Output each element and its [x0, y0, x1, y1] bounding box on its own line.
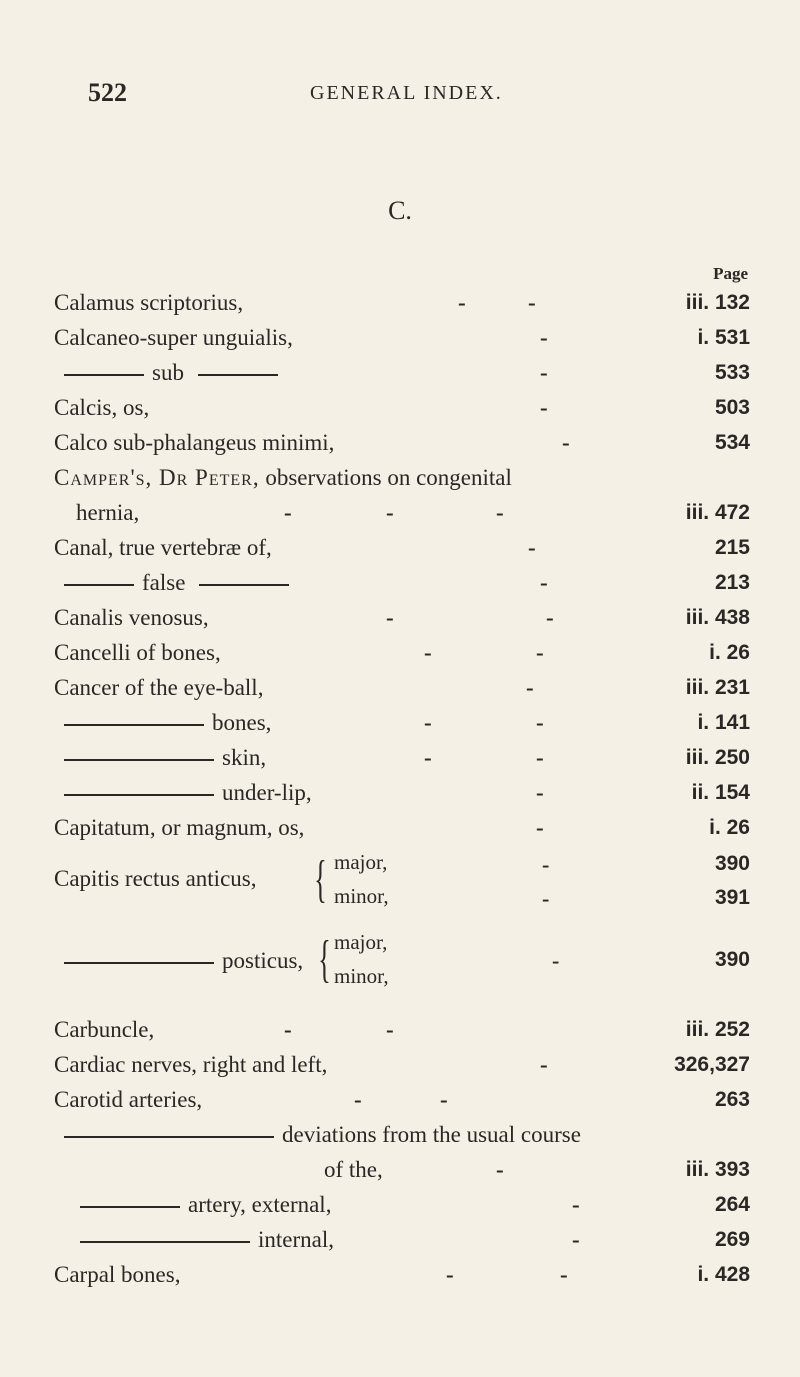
index-entry: Calcaneo-super unguialis, - i. 531: [54, 325, 750, 350]
index-entry: Cardiac nerves, right and left, - 326,327: [54, 1052, 750, 1077]
index-entry: deviations from the usual course: [54, 1117, 750, 1153]
index-entry: Camper's, Dr Peter, observations on congenital: [54, 465, 512, 490]
index-entry: under-lip, - ii. 154: [54, 775, 750, 811]
index-entry: hernia, - - - iii. 472: [76, 500, 750, 525]
index-entry: Cancer of the eye-ball, - iii. 231: [54, 675, 750, 700]
page-number: 522: [88, 78, 127, 107]
capitis-entry: Capitis rectus anticus, { major, minor, - - 390 391: [54, 850, 750, 911]
index-entry: sub - 533: [54, 355, 750, 391]
index-entry: Carotid arteries, - - 263: [54, 1087, 750, 1112]
index-entry: skin, - - iii. 250: [54, 740, 750, 776]
index-entry: Capitatum, or magnum, os, - i. 26: [54, 815, 750, 840]
section-letter: C.: [388, 196, 412, 225]
index-entry: Calcis, os, - 503: [54, 395, 750, 420]
index-entry: Carbuncle, - - iii. 252: [54, 1017, 750, 1042]
index-entry: Cancelli of bones, - - i. 26: [54, 640, 750, 665]
index-entry: of the, - iii. 393: [324, 1157, 750, 1182]
index-entry: internal, - 269: [54, 1222, 750, 1258]
running-head: [88, 78, 748, 112]
index-entry: Canalis venosus, - - iii. 438: [54, 605, 750, 630]
index-entry: Canal, true vertebræ of, - 215: [54, 535, 750, 560]
index-entry: Calco sub-phalangeus minimi, - 534: [54, 430, 750, 455]
index-entry: false - 213: [54, 565, 750, 601]
page-column-label: Page: [713, 264, 748, 283]
index-entry: bones, - - i. 141: [54, 705, 750, 741]
capitis-posticus-entry: posticus, { major, minor, - 390: [54, 930, 750, 1002]
index-entry: Calamus scriptorius, - - iii. 132: [54, 290, 750, 315]
index-entry: artery, external, - 264: [54, 1187, 750, 1223]
running-title: GENERAL INDEX.: [310, 82, 503, 104]
index-entry: Carpal bones, - - i. 428: [54, 1262, 750, 1287]
